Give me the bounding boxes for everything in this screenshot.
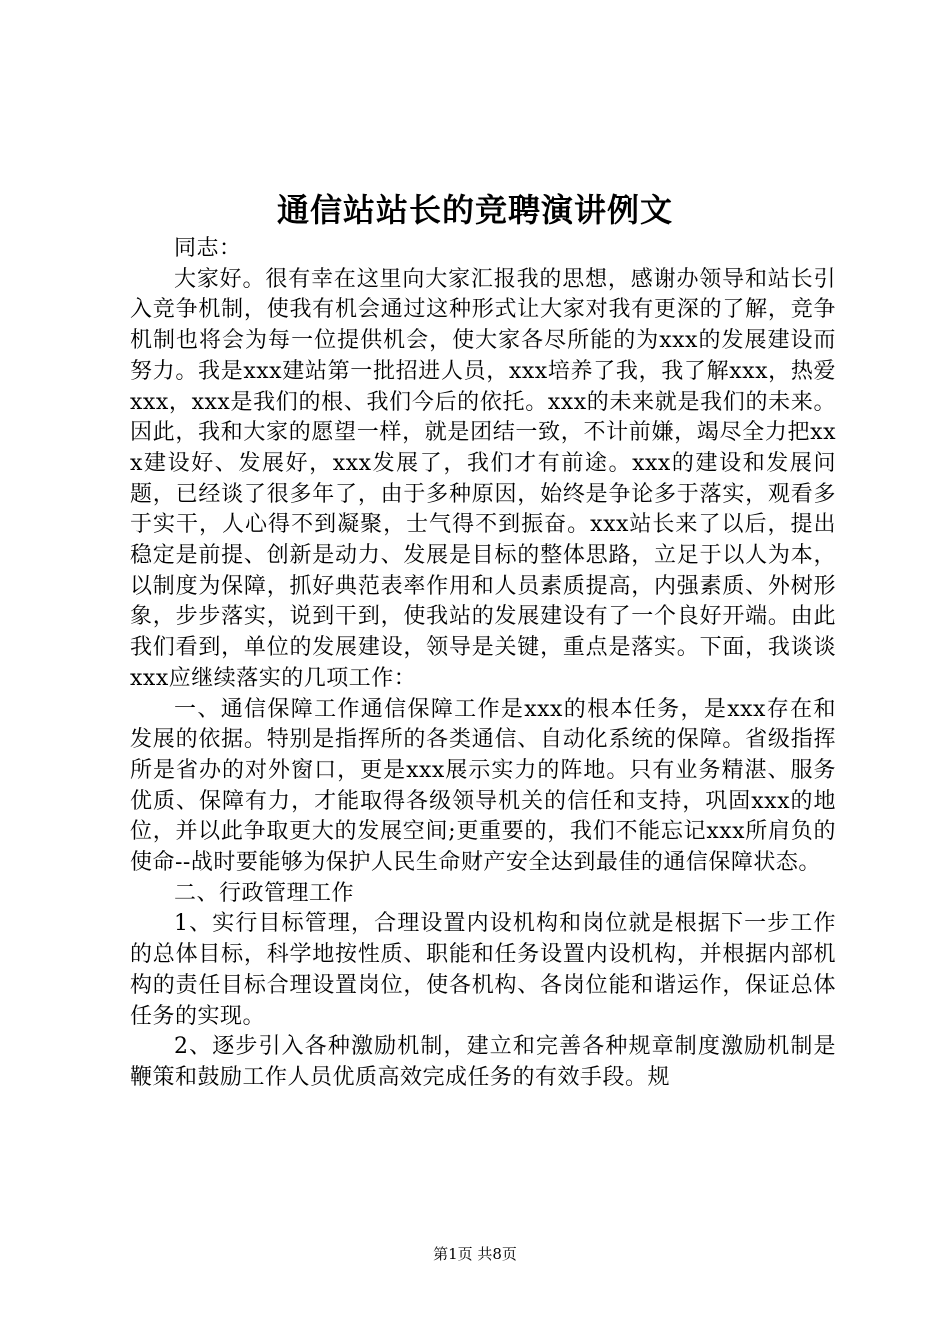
paragraph-item-one: 1、实行目标管理，合理设置内设机构和岗位就是根据下一步工作的总体目标，科学地按性质、职能和任务设置内设机构，并根据内部机构的责任目标合理设置岗位，使各机构、各岗位能和谐运作，保证总体任务的实现。 xyxy=(130,911,836,1029)
paragraph-greeting: 大家好。很有幸在这里向大家汇报我的思想，感谢办领导和站长引入竞争机制，使我有机会通过这种形式让大家对我有更深的了解，竞争机制也将会为每一位提供机会，使大家各尽所能的为xxx的发展建设而努力。我是xxx建站第一批招进人员，xxx培养了我，我了解xxx，热爱xxx，xxx是我们的根、我们今后的依托。xxx的未来就是我们的未来。因此，我和大家的愿望一样，就是团结一致，不计前嫌，竭尽全力把xxx建设好、发展好，xxx发展了，我们才有前途。xxx的建设和发展问题，已经谈了很多年了，由于多种原因，始终是争论多于落实，观看多于实干，人心得不到凝聚，士气得不到振奋。xxx站长来了以后，提出稳定是前提、创新是动力、发展是目标的整体思路，立足于以人为本，以制度为保障，抓好典范表率作用和人员素质提高，内强素质、外树形象，步步落实，说到干到，使我站的发展建设有了一个良好开端。由此我们看到，单位的发展建设，领导是关键，重点是落实。下面，我谈谈xxx应继续落实的几项工作： xyxy=(130,266,836,691)
paragraph-item-two: 2、逐步引入各种激励机制，建立和完善各种规章制度激励机制是鞭策和鼓励工作人员优质高效完成任务的有效手段。规 xyxy=(130,1034,836,1090)
paragraph-section-one: 一、通信保障工作通信保障工作是xxx的根本任务，是xxx存在和发展的依据。特别是指挥所的各类通信、自动化系统的保障。省级指挥所是省办的对外窗口，更是xxx展示实力的阵地。只有业务精湛、服务优质、保障有力，才能取得各级领导机关的信任和支持，巩固xxx的地位，并以此争取更大的发展空间;更重要的，我们不能忘记xxx所肩负的使命--战时要能够为保护人民生命财产安全达到最佳的通信保障状态。 xyxy=(130,696,836,876)
document-title: 通信站站长的竞聘演讲例文 xyxy=(276,191,673,229)
page-indicator: 第1页 共8页 xyxy=(433,1245,517,1263)
heading-section-two: 二、行政管理工作 xyxy=(174,880,355,906)
salutation: 同志： xyxy=(174,236,242,261)
document-body xyxy=(130,234,836,1094)
